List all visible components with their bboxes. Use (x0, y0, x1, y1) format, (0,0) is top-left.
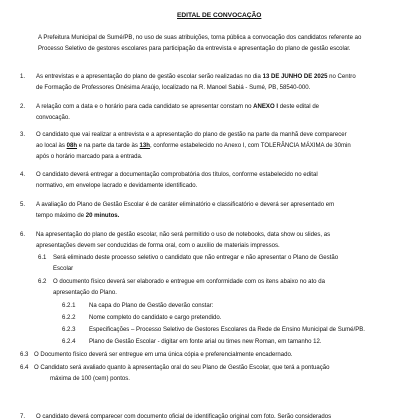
subitem-6-2-1-text: Na capa do Plano de Gestão deverão constar: (89, 303, 214, 309)
subitem-6-2-2-number: 6.2.2 (62, 315, 76, 321)
item-7-line-1: O candidato deverá comparecer com documento oficial de identificação original com foto. Serão considerados (36, 414, 332, 420)
item-2-number: 2. (20, 104, 26, 110)
subitem-6-2-4-text: Plano de Gestão Escolar - digitar em fonte arial ou times new Roman, em tamanho 12. (89, 339, 322, 345)
subitem-6-4-number: 6.4 (20, 365, 29, 371)
subitem-6-2-number: 6.2 (38, 279, 47, 285)
subitem-6-4-line-1: O Candidato será avaliado quanto à apresentação oral do seu Plano de Gestão Escolar, que terá a pontuação (34, 365, 330, 371)
item-1-line-1: As entrevistas e a apresentação do plano de gestão escolar serão realizadas no dia 13 DE JUNHO DE 2025 no Centro (36, 74, 356, 80)
item-4-number: 4. (20, 172, 26, 178)
subitem-6-2-line-2: apresentação do Plano. (53, 290, 117, 296)
item-2-line-2: convocação. (36, 115, 70, 121)
item-4-line-1: O candidato deverá entregar a documentação comprobatória dos títulos, conforme estabelecido no edital (36, 172, 318, 178)
subitem-6-2-line-1: O documento físico deverá ser elaborado e entregue em conformidade com os itens abaixo no ato da (53, 279, 325, 285)
item-3-line-3: após o horário marcado para a entrada. (36, 154, 143, 160)
subitem-6-1-line-2: Escolar (53, 266, 74, 272)
item-4-line-2: normativo, em envelope lacrado e devidamente identificado. (36, 183, 198, 189)
item-5-number: 5. (20, 202, 26, 208)
subitem-6-2-1-number: 6.2.1 (62, 303, 76, 309)
item-5-line-1: A avaliação do Plano de Gestão Escolar é de caráter eliminatório e classificatório e deverá ser apresentado em (36, 202, 335, 208)
item-5-line-2: tempo máximo de 20 minutos. (36, 213, 120, 219)
intro-line-2: Processo Seletivo de gestores escolares para participação da entrevista e apresentação do plano de gestão escolar. (38, 46, 351, 52)
document-title: EDITAL DE CONVOCAÇÃO (177, 12, 262, 19)
subitem-6-1-line-1: Será eliminado deste processo seletivo o candidato que não entregar e não apresentar o Plano de Gestão (53, 255, 339, 261)
item-2-line-1: A relação com a data e o horário para cada candidato se apresentar constam no ANEXO I deste edital de (36, 104, 320, 110)
subitem-6-3-text: O Documento físico deverá ser entregue em uma única cópia e preferencialmente encadernado. (34, 352, 293, 358)
subitem-6-2-2-text: Nome completo do candidato e cargo pretendido. (89, 315, 222, 321)
item-6-line-1: Na apresentação do plano de gestão escolar, não será permitido o uso de notebooks, data show ou slides, as (36, 232, 331, 238)
item-7-number: 7. (20, 414, 26, 420)
subitem-6-3-number: 6.3 (20, 352, 29, 358)
item-3-line-1: O candidato que vai realizar a entrevista e a apresentação do plano de gestão na parte da manhã deve comparecer (36, 132, 347, 138)
item-3-number: 3. (20, 132, 26, 138)
intro-line-1: A Prefeitura Municipal de Sumé/PB, no uso de suas atribuições, torna pública a convocação dos candidatos referente ao (38, 35, 362, 41)
subitem-6-4-line-2: máxima de 100 (cem) pontos. (50, 376, 130, 382)
item-1-line-2: de Formação de Professores Onésima Araújo, localizado na R. Manoel Sabiá - Sumé, PB, 58540-000. (36, 85, 311, 91)
item-6-line-2: apresentações devem ser conduzidas de forma oral, com o auxílio de materiais impressos. (36, 243, 280, 249)
subitem-6-2-3-text: Especificações – Processo Seletivo de Gestores Escolares da Rede de Ensino Municipal de Sumé/PB. (89, 327, 365, 333)
subitem-6-2-4-number: 6.2.4 (62, 339, 76, 345)
item-3-line-2: ao local às 08h e na parte da tarde às 13h, conforme estabelecido no Anexo I, com TOLERÂNCIA MÁXIMA de 30min (36, 143, 351, 149)
item-1-number: 1. (20, 74, 26, 80)
subitem-6-1-number: 6.1 (38, 255, 47, 261)
subitem-6-2-3-number: 6.2.3 (62, 327, 76, 333)
item-6-number: 6. (20, 232, 26, 238)
